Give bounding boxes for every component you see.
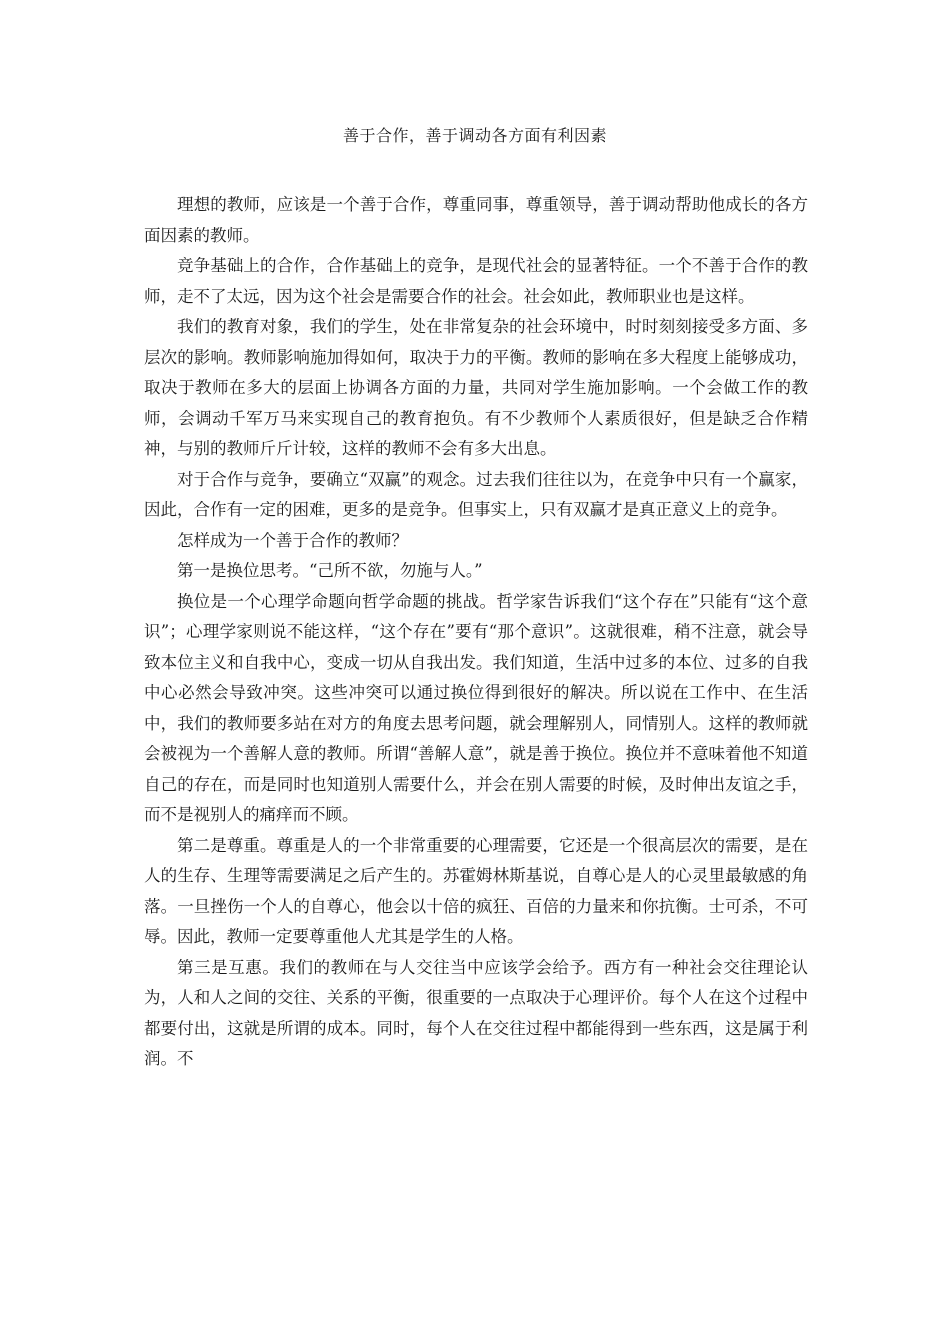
document-title: 善于合作，善于调动各方面有利因素 xyxy=(342,126,607,145)
paragraph-education-objects: 我们的教育对象，我们的学生，处在非常复杂的社会环境中，时时刻刻接受多方面、多层次的影响。教师影响施加得如何，取决于力的平衡。教师的影响在多大程度上能够成功，取决于教师在多大的层面上协调各方面的力量，共同对学生施加影响。一个会做工作的教师，会调动千军万马来实现自己的教育抱负。有不少教师个人素质很好，但是缺乏合作精神，与别的教师斤斤计较，这样的教师不会有多大出息。 xyxy=(144,317,808,458)
paragraph-win-win: 对于合作与竞争，要确立“双赢”的观念。过去我们往往以为，在竞争中只有一个赢家，因此，合作有一定的困难，更多的是竞争。但事实上，只有双赢才是真正意义上的竞争。 xyxy=(144,469,808,519)
paragraph-competition-cooperation: 竞争基础上的合作，合作基础上的竞争，是现代社会的显著特征。一个不善于合作的教师，走不了太远，因为这个社会是需要合作的社会。社会如此，教师职业也是这样。 xyxy=(144,256,808,306)
document-body xyxy=(144,190,808,1075)
paragraph-ideal-teacher: 理想的教师，应该是一个善于合作，尊重同事，尊重领导，善于调动帮助他成长的各方面因素的教师。 xyxy=(144,195,808,245)
paragraph-respect: 第二是尊重。尊重是人的一个非常重要的心理需要，它还是一个很高层次的需要，是在人的生存、生理等需要满足之后产生的。苏霍姆林斯基说，自尊心是人的心灵里最敏感的角落。一旦挫伤一个人的自尊心，他会以十倍的疯狂、百倍的力量来和你抗衡。士可杀，不可辱。因此，教师一定要尊重他人尤其是学生的人格。 xyxy=(144,835,808,946)
paragraph-first-point: 第一是换位思考。“己所不欲，勿施与人。” xyxy=(177,561,483,580)
paragraph-empathy: 换位是一个心理学命题向哲学命题的挑战。哲学家告诉我们“这个存在”只能有“这个意识”；心理学家则说不能这样，“这个存在”要有“那个意识”。这就很难，稍不注意，就会导致本位主义和自我中心，变成一切从自我出发。我们知道，生活中过多的本位、过多的自我中心必然会导致冲突。这些冲突可以通过换位得到很好的解决。所以说在工作中、在生活中，我们的教师要多站在对方的角度去思考问题，就会理解别人，同情别人。这样的教师就会被视为一个善解人意的教师。所谓“善解人意”，就是善于换位。换位并不意味着他不知道自己的存在，而是同时也知道别人需要什么，并会在别人需要的时候，及时伸出友谊之手，而不是视别人的痛痒而不顾。 xyxy=(144,591,808,824)
paragraph-reciprocity: 第三是互惠。我们的教师在与人交往当中应该学会给予。西方有一种社会交往理论认为，人和人之间的交往、关系的平衡，很重要的一点取决于心理评价。每个人在这个过程中都要付出，这就是所谓的成本。同时，每个人在交往过程中都能得到一些东西，这是属于利润。不 xyxy=(144,957,808,1068)
paragraph-how-to-cooperate: 怎样成为一个善于合作的教师？ xyxy=(177,530,408,550)
